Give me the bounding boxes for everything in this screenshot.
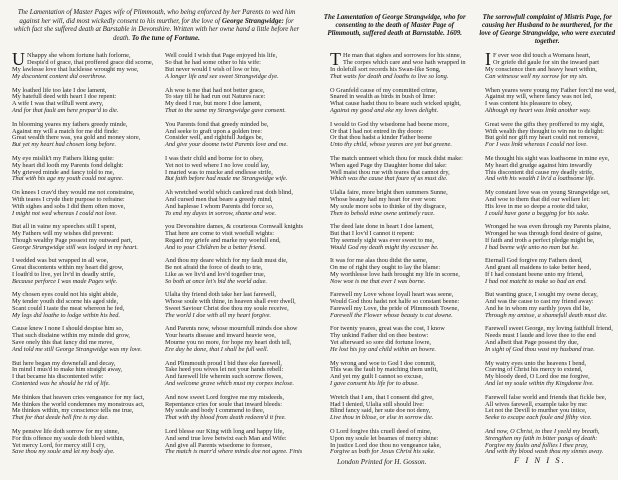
verse-line: My legs did loathe to lodge within his bed.	[12, 311, 121, 319]
verse-line: And give your doome twixt Parents love and me.	[165, 141, 288, 149]
stanza	[485, 326, 618, 354]
verse-line: Which was the cause that foure of us must die.	[330, 175, 448, 183]
verse-line: My eye mislik't my Fathers liking quite:	[12, 154, 114, 162]
verse-line: Wretch that I am, that I consent did give,	[330, 393, 434, 401]
verse-line: Yet afterward so sore did fortune lowre,	[330, 339, 432, 347]
verse-line: Ulalia thy friend doth take her last farewell,	[165, 291, 276, 299]
stanza	[330, 122, 475, 150]
verse-line: Farewell the Flower whose beauty is cut downe.	[330, 311, 453, 319]
verse-line: O Lord forgive this cruell deed of mine,	[330, 427, 432, 435]
verse-line: Repentance cries for soule that inward bleeds:	[165, 400, 282, 408]
verse-line: My wrong and woe to God I doe commit,	[330, 359, 436, 367]
stanza	[12, 88, 157, 116]
stanza	[165, 190, 310, 218]
verse-line: With sighes and sobs I did them often move,	[12, 202, 126, 210]
verse-line: My constant love was on young Strangwidge set,	[485, 188, 610, 196]
verse-line: But here began my downefall and decay,	[12, 359, 116, 367]
stanza	[330, 224, 475, 252]
verse-line: And Plimmouth proud I bid thee eke farewell,	[165, 359, 282, 367]
verse-line: Had I denied, Ulalia still should live:	[330, 400, 424, 408]
stanza	[165, 258, 310, 286]
verse-line: Ah wretched world which cankred rust doth blind,	[165, 188, 293, 196]
verse-line: For twenty yeares, great was the cost, I know	[330, 325, 445, 333]
verse-line: Your hearts disease and inward heavie woe,	[165, 332, 276, 340]
verse-line: Contented was he should be rid of life.	[12, 380, 110, 388]
stanza	[12, 258, 157, 286]
verse-line: Forgive my faults and follies I thee pray,	[485, 441, 589, 449]
verse-line: Or that thou hadst a kinder Father beene	[330, 134, 432, 142]
verse-line: In dolefull sort records his Swan-like Song,	[330, 66, 441, 74]
verse-line: But wanting grace, I sought my owne decay,	[485, 291, 598, 299]
verse-line: You Parents fond that greedy minded be,	[165, 120, 269, 128]
verse-line: But all in vaine my speeches still I spent,	[12, 223, 117, 230]
stanza	[12, 292, 157, 320]
verse-line: Nhappy she whom fortune hath forlorne,	[27, 52, 131, 60]
drop-cap: U	[12, 49, 25, 70]
verse-line: F ever woe did touch a Womans heart,	[493, 52, 591, 60]
poem-columns	[0, 49, 618, 463]
verse-line: Sweet Saviour Christ doe thou my soule receive,	[165, 305, 289, 313]
verse-line: But faith before had made me Strangwidge wife.	[165, 175, 288, 183]
verse-line: And told me still George Strangwidge was my love.	[12, 346, 142, 354]
verse-line: The world I doe with all my heart forgive.	[165, 311, 272, 319]
stanza	[165, 429, 310, 457]
verse-line: Blind fancy said, her sute doe not deny,	[330, 407, 431, 415]
verse-line: Unto thy child, whose yeares are yet but greene.	[330, 141, 452, 149]
verse-line: Thy seemely sight was ever sweet to me,	[330, 236, 434, 244]
verse-line: Then to behold mine owne untimely race.	[330, 209, 435, 217]
verse-line: Forgive us both for Jesus Christ his sake.	[330, 448, 436, 456]
verse-line: Well could I wish that Page enjoyed his life,	[165, 52, 278, 60]
verse-line: Wronged he was even through my Parents plaine,	[485, 223, 611, 230]
verse-line: Upon my soule let beames of mercy shine:	[330, 434, 439, 442]
verse-line: Save thou my soule and let my body dye.	[12, 448, 115, 456]
verse-line: Like as we liv'd and lov'd together true,	[165, 270, 266, 278]
verse-line: My grieved minde and fancy told to me,	[12, 168, 115, 176]
verse-line: That for that deede hell fire is my due.	[12, 414, 109, 422]
poem-column-2	[165, 53, 310, 463]
verse-line: My tender youth did scorne his aged side,	[12, 298, 119, 306]
verse-line: To stay till he had run out Natures race:	[165, 93, 266, 101]
verse-line: Great wealth there was, yea gold and money store,	[12, 134, 141, 142]
verse-line: And farewell life wherein such sorrow flowes,	[165, 373, 283, 381]
title-name-strangwidge: George Strangwidge:	[221, 17, 284, 26]
verse-line: My heart did grudge against him inwardly	[485, 161, 593, 169]
verse-line: So that he had some other to his wife:	[165, 59, 261, 67]
verse-line: Regard my griefe and marke my woefull end,	[165, 236, 281, 244]
verse-line: Seeke to escape each foule and filthy vice.	[485, 414, 592, 422]
stanza	[330, 395, 475, 423]
verse-line: Well maist thou rue with teares that cannot dry,	[330, 168, 450, 176]
verse-line: In blooming yeares my fathers greedy minde,	[12, 120, 128, 128]
verse-line: Against my will a match for me did finde:	[12, 127, 119, 135]
verse-line: What cause hadst thou to beare such wicked spight,	[330, 100, 461, 108]
verse-line: And send true love betwixt each Man and Wife:	[165, 434, 287, 442]
poem-column-1	[12, 49, 157, 463]
verse-line: And now, O Christ, to thee I yeeld my breath,	[485, 427, 600, 435]
verse-line: I loath'd to live, yet liv'd in deadly strife,	[12, 270, 116, 278]
verse-line: Yet mercy Lord, for mercy still I cry,	[12, 441, 106, 449]
verse-line: Great were the gifts they proffered to my sight,	[485, 120, 605, 128]
verse-line: It was for me alas thou didst the same,	[330, 257, 428, 265]
stanza	[330, 361, 475, 389]
verse-line: Me thinkes the world condemnes my monstrous act,	[12, 400, 145, 408]
verse-line: This discontent did cause my deadly strife,	[485, 168, 594, 176]
stanza	[485, 395, 618, 423]
stanza	[165, 395, 310, 423]
verse-line: I might not wed whereas I could not love.	[12, 209, 117, 217]
headers-row	[0, 0, 618, 46]
verse-line: That waits for death and loaths to live so long.	[330, 73, 449, 81]
title-text: The Lamentation of Master Pages wife of Plimmouth, who being enforced by her Parents to wed him against her will, did most wickedly consent to his murther, for the love of	[17, 9, 296, 26]
verse-line: He man that sighes and sorrowes for his sinne,	[343, 52, 462, 60]
finis-mark: F I N I S.	[514, 455, 566, 465]
stanza	[330, 429, 475, 457]
verse-line: And welcome grave which must my corpes inclose.	[165, 380, 294, 388]
verse-line: All wives farewell, example take by me:	[485, 400, 588, 408]
verse-line: Ah woe is me that had not better grace,	[165, 86, 265, 94]
stanza	[330, 190, 475, 218]
verse-line: This was the fault by matching them unfit,	[330, 366, 438, 374]
stanza	[485, 49, 618, 81]
verse-line: Yet not to wed where I no love could lay,	[165, 161, 270, 169]
verse-line: you Devonshire dames, & courteous Cornwall knights	[165, 223, 303, 230]
verse-line: Lord blesse our King with long and happy life,	[165, 427, 284, 435]
stanza	[12, 361, 157, 389]
verse-line: Take heed you wives let not your hands rebell:	[165, 366, 284, 374]
title-text: for which fact she suffered death at Barstable in Devonshire. Written with her owne hand a little before her death.	[13, 18, 300, 43]
verse-line: My chosen eyes could not his sight abide,	[12, 291, 119, 299]
verse-line: So both at once let's bid the world adue.	[165, 277, 267, 285]
verse-line: Needs must I laude and love thee to the end	[485, 332, 596, 340]
verse-line: Me thought his sight was loathsome in mine eye,	[485, 154, 610, 162]
verse-line: Wronged he was through fond desire of gaine,	[485, 229, 603, 237]
stanza	[330, 292, 475, 320]
verse-line: But yet my heart had chosen long before.	[12, 141, 117, 149]
stanza	[330, 49, 475, 81]
verse-line: I was their child and borne for to obey,	[165, 154, 264, 162]
verse-line: My soule more sobs to thinke of thy disgrace,	[330, 202, 447, 210]
verse-line: Now woe is me that ever I was borne.	[330, 277, 426, 285]
verse-line: That here are come to visit woefull wights:	[165, 229, 275, 237]
verse-line: And Parents now, whose mournfull minds doe show	[165, 325, 298, 333]
stanza	[165, 224, 310, 252]
verse-line: And albeit that Page possest thy due,	[485, 339, 579, 347]
verse-line: My loathed life too late I doe lament,	[12, 86, 107, 94]
verse-line: I that became his discontented wife:	[12, 373, 104, 381]
verse-line: But gold nor gift my heart could not remove,	[485, 134, 599, 142]
verse-line: Would God thou hadst not halfe so constant beene:	[330, 298, 460, 306]
verse-line: Consider well, and rightfull Judges be,	[165, 134, 264, 142]
stanza	[165, 292, 310, 320]
verse-line: And to your Children be a better friend.	[165, 243, 266, 251]
verse-line: Farewell sweet George, my loving faithfull friend,	[485, 325, 613, 333]
verse-line: Farewell my Love whose loyall heart was seene,	[330, 291, 454, 299]
stanza	[165, 156, 310, 184]
stanza	[12, 429, 157, 457]
verse-line: I gave consent his life for to abuse.	[330, 380, 419, 388]
verse-line: With wealth they thought to win me to delight:	[485, 127, 604, 135]
printer-imprint: London Printed for H. Gosson.	[337, 458, 427, 466]
verse-line: The match unmeet which thou for muck didst make:	[330, 154, 463, 162]
verse-line: A wife I was that wilfull went awry,	[12, 100, 104, 108]
verse-line: Live thou in blisse, or else in sorrow die.	[330, 414, 434, 422]
verse-line: Can witnesse well my sorrow for my sin.	[485, 73, 588, 81]
verse-line: Snared in wealth as birds in bush of lime:	[330, 93, 436, 101]
verse-line: I was content his pleasure to obey,	[485, 100, 573, 108]
verse-line: Eternall God forgive my Fathers deed,	[485, 257, 583, 265]
verse-line: Cause knew I none I should despise him so,	[12, 325, 124, 333]
verse-line: Me thinkes within, my conscience tells me true,	[12, 407, 134, 415]
verse-line: Scant could I taste the meat whereon he fed,	[12, 305, 125, 313]
stanza	[12, 156, 157, 184]
verse-line: Whose beauty had my heart for ever won:	[330, 195, 437, 203]
stanza	[12, 326, 157, 354]
verse-line: George Strangwidge still was lodged in my heart.	[12, 243, 138, 251]
verse-line: My conscience then and heavy heart within,	[485, 66, 597, 74]
verse-line: Me thinkes that heaven cries vengeance for my fact,	[12, 393, 145, 401]
verse-line: Ere day be done, that I shall be full well.	[165, 346, 269, 354]
verse-line: And thou my deare which for my fault must die,	[165, 257, 288, 265]
verse-line: My lawlesse love that lucklesse wrought my woe,	[12, 66, 139, 74]
verse-line: And now sweet Lord forgive me my misdeeds,	[165, 393, 284, 401]
verse-line: Whose soule with thine, in heaven shall ever dwell,	[165, 298, 296, 306]
verse-line: My heart did looth my Parents fond delight:	[12, 161, 124, 169]
verse-line: And with his wealth I liv'd a loathsome life.	[485, 175, 596, 183]
verse-line: O Granfeld cause of my committed crime,	[330, 86, 438, 94]
stanza	[165, 361, 310, 389]
verse-line: I could have gone a begging for his sake.	[485, 209, 590, 217]
verse-line: I maried was to mucke and endlesse strife,	[165, 168, 273, 176]
verse-line: And grant all maidens to take better heed,	[485, 264, 592, 272]
verse-line: And give all Parents wisedome to foresee,	[165, 441, 272, 449]
ballad-title-pages-wife	[12, 9, 301, 43]
verse-line: On knees I crav'd they would me not constraine,	[12, 188, 135, 196]
verse-line: That with his age my youth could not agree.	[12, 175, 124, 183]
verse-line: And he in whom my earthly joyes did lie,	[485, 305, 591, 313]
verse-line: Save onely this that fancy did me move,	[12, 339, 114, 347]
verse-line: If faith and troth a perfect pledge might be,	[485, 236, 595, 244]
stanza	[485, 88, 618, 116]
stanza	[330, 88, 475, 116]
verse-line: In justice Lord doe thou no vengeance take,	[330, 441, 441, 449]
stanza	[165, 88, 310, 116]
verse-line: My pensive life doth sorrow for my sinne,	[12, 427, 120, 435]
verse-line: If I had constant beene unto my friend,	[485, 270, 584, 278]
verse-line: My deed I rue, but more I doe lament,	[165, 100, 262, 108]
verse-line: That such disdaine within my minde did grow,	[12, 332, 130, 340]
verse-line: Strengthen my faith in bitter pangs of death:	[485, 434, 598, 442]
verse-line: I had beene wife unto no man but he.	[485, 243, 579, 251]
stanza	[12, 190, 157, 218]
stanza	[165, 53, 310, 81]
verse-line: For I was linkt whereas I could not love.	[485, 141, 588, 149]
verse-line: And cursed men that beare a greedy mind,	[165, 195, 273, 203]
verse-line: Against my good and eke my loves delight.	[330, 107, 439, 115]
poem-column-4	[485, 49, 618, 463]
drop-cap: I	[485, 49, 491, 70]
verse-line: To end my dayes in sorrow, shame and woe.	[165, 209, 277, 217]
verse-line: Craving of Christ his mercy to extend,	[485, 366, 583, 374]
stanza	[485, 429, 618, 457]
verse-line: That with thy blood from death redeem'd it free.	[165, 414, 286, 422]
verse-line: In sight of God thou wast my husband true.	[485, 346, 595, 354]
verse-line: Despis'd of grace, that proffered grace did scorne,	[27, 59, 154, 67]
stanza	[165, 326, 310, 354]
verse-line: The corpes which care and woe hath wrapped in	[343, 59, 466, 67]
verse-line: Through my amisse, a shamefull death must die.	[485, 311, 608, 319]
verse-line: Ulalia faire, more bright then summers Sunne,	[330, 188, 448, 196]
verse-line: Farewell my Love, the pride of Plimmouth Towne,	[330, 305, 459, 313]
verse-line: But never would I wish of low or hie,	[165, 66, 261, 74]
verse-line: My hatefull deed with heart I doe repent:	[12, 93, 117, 101]
verse-line: On me of right they ought to lay the blame:	[330, 264, 441, 272]
verse-line: That to the same my Strangwidge gave consent.	[165, 107, 286, 115]
stanza	[12, 395, 157, 423]
verse-line: My Fathers will my wishes did prevent:	[12, 229, 114, 237]
stanza	[12, 49, 157, 81]
poem-column-3	[330, 49, 475, 463]
stanza	[485, 190, 618, 218]
verse-line: He lost his joy and child within an howre.	[330, 346, 437, 354]
stanza	[485, 122, 618, 150]
verse-line: Though wealthy Page possest my outward part,	[12, 236, 133, 244]
verse-line: Be not afraid the force of death to trie,	[165, 264, 263, 272]
ballad-title-mistris-page: The sorrowfull complaint of Mistris Page, for causing her Husband to be murthered, for the love of George Strangwidge, who were executed together.	[479, 14, 616, 46]
verse-line: And let my soule within thy Kingdome live.	[485, 380, 594, 388]
verse-line: And was the cause to cast my friend away:	[485, 298, 594, 306]
verse-line: And yet my guilt I cannot so excuse,	[330, 373, 424, 381]
stanza	[12, 122, 157, 150]
verse-line: My discontent content did overthrow.	[12, 73, 107, 81]
stanza	[485, 361, 618, 389]
verse-line: Would God my death might thy excuser be.	[330, 243, 439, 251]
verse-line: His love in me so deepe a roote did take,	[485, 202, 589, 210]
stanza	[330, 156, 475, 184]
verse-line: And haplesse I whom Parents did force so,	[165, 202, 274, 210]
verse-line: I had not matcht to make so bad an end.	[485, 277, 587, 285]
verse-line: But that I lov'd I cannot it repent:	[330, 229, 415, 237]
verse-line: And with thy blood wash thou my sinnes away.	[485, 448, 604, 456]
verse-line: Although my heart was linkt another way.	[485, 107, 591, 115]
verse-line: With teares I cryde their purpose to refraine:	[12, 195, 125, 203]
verse-line: And woe to them that did our welfare let:	[485, 195, 590, 203]
verse-line: Against my will, where fancy was not led,	[485, 93, 593, 101]
verse-line: My watry eyes unto the heavens I bend,	[485, 359, 587, 367]
verse-line: Or griefe did gaule for sin the inward part	[493, 59, 600, 67]
stanza	[485, 258, 618, 286]
verse-line: My bloody deed, O Lord doe me forgive,	[485, 373, 590, 381]
tune-note: To the tune of Fortune.	[131, 34, 200, 43]
stanza	[330, 258, 475, 286]
ballad-title-strangwidge: The Lamentation of George Strangwidge, who for consenting to the death of Master Page of Plimmouth, suffered death at Barnstable. 1609.	[323, 14, 466, 38]
verse-line: When yeares were young my Father forc'd me wed,	[485, 86, 616, 94]
verse-line: Great discontents within my heart did grow,	[12, 264, 124, 272]
verse-line: Let not the Devill to murther you intice,	[485, 407, 587, 415]
stanza	[485, 292, 618, 320]
verse-line: Mourne you no more, for hope my heart doth tell,	[165, 339, 292, 347]
verse-line: Because perforce I was made Pages wife.	[12, 277, 118, 285]
verse-line: My worthlesse love hath brought my life in scorne,	[330, 270, 460, 278]
verse-line: The deed late done in heart I doe lament,	[330, 223, 434, 230]
stanza	[165, 122, 310, 150]
verse-line: Farewell false world and friends that fickle bee,	[485, 393, 607, 401]
stanza	[485, 156, 618, 184]
verse-line: A longer life and see sweet Strangwidge dye.	[165, 73, 279, 81]
stanza	[12, 224, 157, 252]
verse-line: In mind I mus'd to make him straight away,	[12, 366, 123, 374]
drop-cap: T	[330, 49, 341, 70]
verse-line: And for that fault am here prepar'd to die.	[12, 107, 119, 115]
verse-line: Thy unkind Father did on thee bestow:	[330, 332, 429, 340]
verse-line: When aged Page thy Daughter home did take:	[330, 161, 447, 169]
verse-line: For this offence my soule doth bleed within,	[12, 434, 125, 442]
verse-line: And seeke to graft upon a golden tree:	[165, 127, 263, 135]
verse-line: My soule and body I commend to thee,	[165, 407, 265, 415]
verse-line: Or that I had not entred in thy doore:	[330, 127, 424, 135]
verse-line: I wedded was but wrapped in all woe,	[12, 257, 109, 265]
verse-line: I would to God thy wisedome had beene more,	[330, 120, 449, 128]
stanza	[485, 224, 618, 252]
stanza	[330, 326, 475, 354]
verse-line: The match is marr'd where minds doe not agree. Finis	[165, 448, 303, 456]
